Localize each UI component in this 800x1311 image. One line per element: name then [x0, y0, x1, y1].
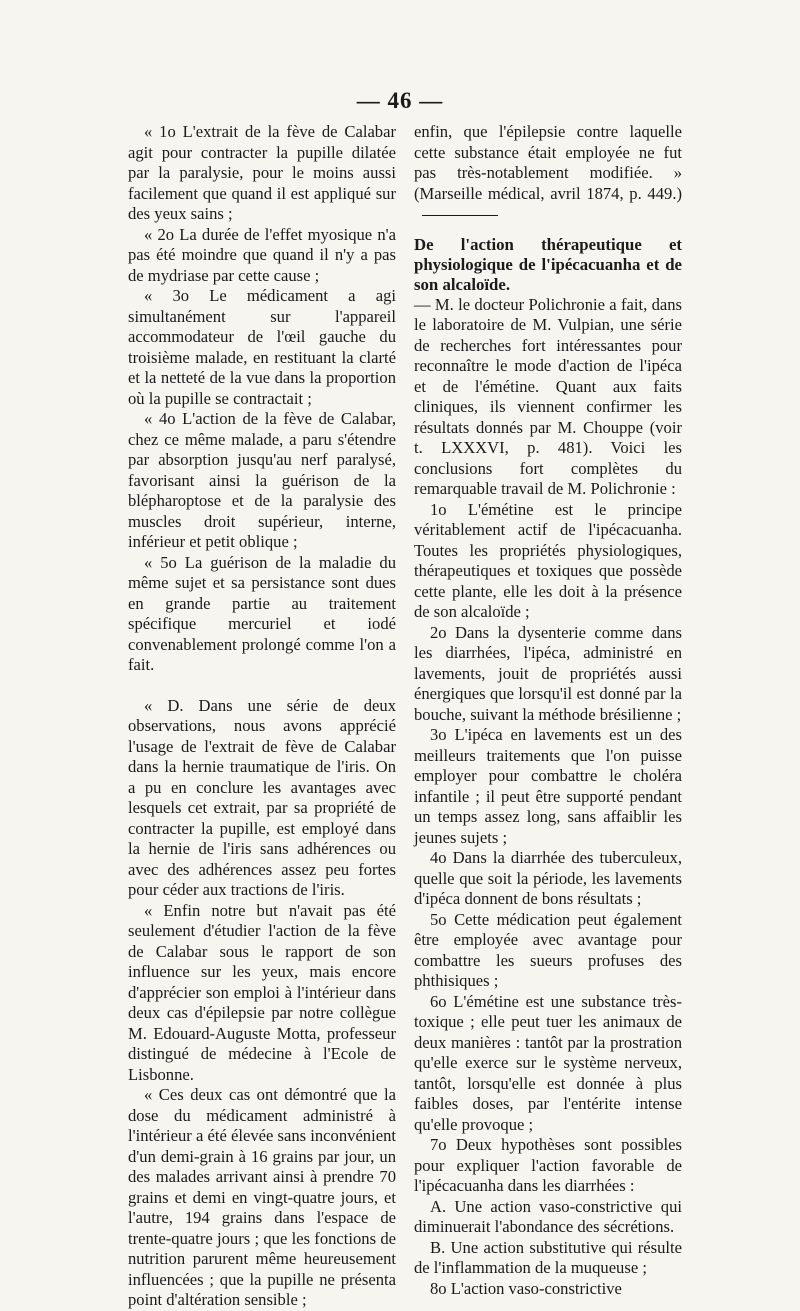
paragraph: « 4o L'action de la fève de Calabar, chez ce même malade, a paru s'étendre par absorption jusqu'au nerf paralysé, favorisant ainsi la guérison de la blépharoptose et de la paralysie des muscles droit supérieur, interne, inférieur et petit oblique ;: [128, 409, 396, 551]
list-item: 6o L'émétine est une substance très-toxique ; elle peut tuer les animaux de deux manières : tantôt par la prostration qu'elle exerce sur le système nerveux, tantôt, lorsqu'elle est donnée à plus faibles doses, par l'entérite intense qu'elle provoque ;: [414, 991, 682, 1134]
right-column: [414, 122, 682, 1299]
list-item: 2o Dans la dysenterie comme dans les diarrhées, l'ipéca, administré en lavements, jouit de propriétés aussi énergiques que lorsqu'il est donné par la bouche, suivant la méthode brésilienne ;: [414, 622, 682, 724]
paragraph: « 5o La guérison de la maladie du même sujet et sa persistance sont dues en grande partie au traitement spécifique mercuriel et iodé convenablement prolongé comme l'on a fait.: [128, 552, 396, 674]
paragraph: « 3o Le médicament a agi simultanément sur l'appareil accommodateur de l'œil gauche du troisième malade, en restituant la clarté et la netteté de la vue dans la proportion où la pupille se contractait ;: [128, 286, 396, 408]
separator-rule: [422, 215, 498, 216]
paragraph: « Enfin notre but n'avait pas été seulement d'étudier l'action de la fève de Calabar sous le rapport de son influence sur les yeux, mais encore d'apprécier son emploi à l'intérieur dans deux cas d'épilepsie par notre collègue M. Edouard-Auguste Motta, professeur distingué de médecine à l'Ecole de Lisbonne.: [128, 900, 396, 1084]
paragraph: « 1o L'extrait de la fève de Calabar agit pour contracter la pupille dilatée par la paralysie, pour le moins aussi facilement que quand il est appliqué sur des yeux sains ;: [128, 122, 396, 223]
list-item: A. Une action vaso-constrictive qui diminuerait l'abondance des sécrétions.: [414, 1196, 682, 1236]
list-item: 7o Deux hypothèses sont possibles pour expliquer l'action favorable de l'ipécacuanha dans les diarrhées :: [414, 1135, 682, 1195]
paragraph: « Ces deux cas ont démontré que la dose du médicament administré à l'intérieur a été élevée sans inconvénient d'un demi-grain à 16 grains par jour, un des malades arrivant ainsi à prendre 70 grains et demi en vingt-quatre jours, et l'autre, 194 grains dans l'espace de trente-quatre jours ; que les fonctions de nutrition parurent même heureusement influencées ; que la pupille ne présenta point d'altération sensible ;: [128, 1085, 396, 1309]
left-column: [128, 122, 396, 1311]
list-item: 5o Cette médication peut également être employée avec avantage pour combattre les sueurs profuses des phthisiques ;: [414, 909, 682, 990]
page-number: — 46 —: [356, 88, 444, 113]
paragraph: — M. le docteur Polichronie a fait, dans le laboratoire de M. Vulpian, une série de recherches fort intéressantes pour reconnaître le mode d'action de l'ipéca et de l'émétine. Quant aux faits cliniques, ils viennent confirmer les résultats donnés par M. Chouppe (voir t. LXXXVI, p. 481). Voici les conclusions fort complètes du remarquable travail de M. Polichronie :: [414, 294, 682, 498]
list-item: 1o L'émétine est le principe véritablement actif de l'ipécacuanha. Toutes les propriétés physiologiques, thérapeutiques et toxiques que possède cette plante, elle les doit à la présence de son alcaloïde ;: [414, 499, 682, 621]
list-item: B. Une action substitutive qui résulte de l'inflammation de la muqueuse ;: [414, 1237, 682, 1277]
list-item: 3o L'ipéca en lavements est un des meilleurs traitements que l'on puisse employer pour combattre le choléra infantile ; il peut être supporté pendant un temps assez long, sans affaiblir les jeunes sujets ;: [414, 725, 682, 847]
paragraph-continuation: [414, 122, 682, 225]
paragraph: « D. Dans une série de deux observations, nous avons apprécié l'usage de l'extrait de fève de Calabar dans la hernie traumatique de l'iris. On a pu en conclure les avantages avec lesquels cet extrait, par sa propriété de contracter la pupille, est employé dans la hernie de l'iris sans adhérences ou avec des adhérences assez peu fortes pour céder aux tractions de l'iris.: [128, 695, 396, 899]
section-heading: De l'action thérapeutique et physiologique de l'ipécacuanha et de son alcaloïde.: [414, 234, 682, 294]
list-item: 8o L'action vaso-constrictive: [430, 1278, 622, 1298]
list-item: 4o Dans la diarrhée des tuberculeux, quelle que soit la période, les lavements d'ipéca donnent de bons résultats ;: [414, 848, 682, 908]
paragraph: « 2o La durée de l'effet myosique n'a pas été moindre que quand il n'y a pas de mydriase par cette cause ;: [128, 224, 396, 285]
continuation-text: enfin, que l'épilepsie contre laquelle cette substance était employée ne fut pas très-notablement modifiée. » (Marseille médical, avril 1874, p. 449.): [414, 122, 682, 203]
